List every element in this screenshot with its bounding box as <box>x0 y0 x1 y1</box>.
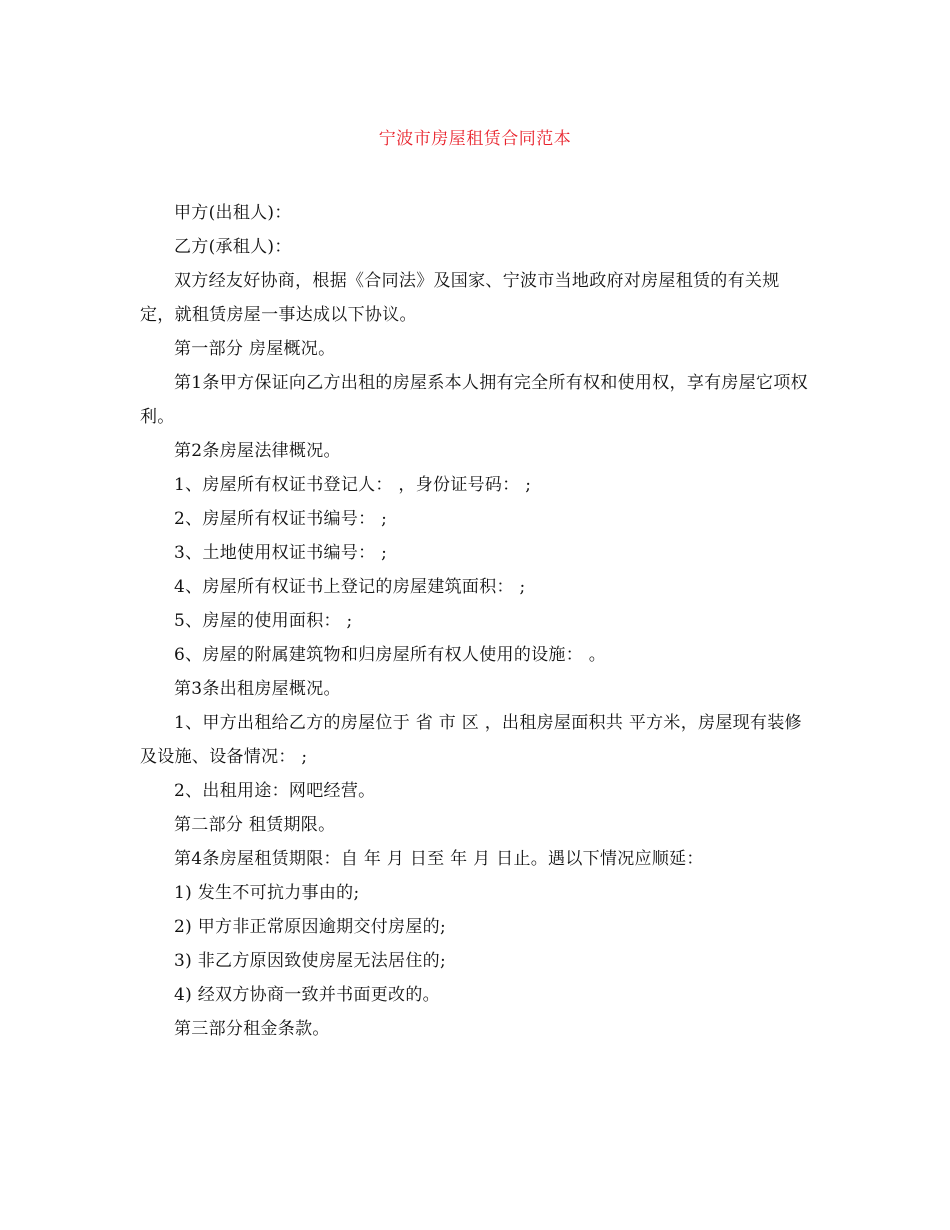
paragraph-part-three-heading: 第三部分租金条款。 <box>174 1019 330 1039</box>
paragraph-article-2: 第2条房屋法律概况。 <box>174 441 341 461</box>
paragraph-article-4-item-4: 4) 经双方协商一致并书面更改的。 <box>174 985 440 1005</box>
paragraph-article-4-item-3: 3) 非乙方原因致使房屋无法居住的; <box>174 951 446 971</box>
paragraph-party-a: 甲方(出租人)： <box>174 203 292 223</box>
paragraph-preamble: 双方经友好协商，根据《合同法》及国家、宁波市当地政府对房屋租赁的有关规定，就租赁房屋一事达成以下协议。 <box>140 271 780 325</box>
document-body <box>140 196 812 1046</box>
paragraph-article-4: 第4条房屋租赁期限：自 年 月 日至 年 月 日止。遇以下情况应顺延： <box>174 849 704 869</box>
paragraph-article-2-item-5: 5、房屋的使用面积： ; <box>174 611 353 631</box>
paragraph-article-2-item-2: 2、房屋所有权证书编号： ; <box>174 509 388 529</box>
paragraph-article-1: 第1条甲方保证向乙方出租的房屋系本人拥有完全所有权和使用权，享有房屋它项权利。 <box>140 373 808 427</box>
paragraph-article-4-item-1: 1) 发生不可抗力事由的; <box>174 883 360 903</box>
paragraph-article-3-item-2: 2、出租用途：网吧经营。 <box>174 781 376 801</box>
paragraph-article-2-item-1: 1、房屋所有权证书登记人： ，身份证号码： ; <box>174 475 532 495</box>
paragraph-article-2-item-6: 6、房屋的附属建筑物和归房屋所有权人使用的设施： 。 <box>174 645 607 665</box>
paragraph-party-b: 乙方(承租人)： <box>174 237 292 257</box>
paragraph-article-4-item-2: 2) 甲方非正常原因逾期交付房屋的; <box>174 917 446 937</box>
paragraph-article-2-item-4: 4、房屋所有权证书上登记的房屋建筑面积： ; <box>174 577 526 597</box>
document-title: 宁波市房屋租赁合同范本 <box>378 129 572 149</box>
paragraph-article-3: 第3条出租房屋概况。 <box>174 679 341 699</box>
paragraph-article-3-item-1: 1、甲方出租给乙方的房屋位于 省 市 区 ，出租房屋面积共 平方米，房屋现有装修及设施、设备情况： ; <box>140 713 802 767</box>
paragraph-article-2-item-3: 3、土地使用权证书编号： ; <box>174 543 388 563</box>
paragraph-part-one-heading: 第一部分 房屋概况。 <box>174 339 336 359</box>
paragraph-part-two-heading: 第二部分 租赁期限。 <box>174 815 336 835</box>
